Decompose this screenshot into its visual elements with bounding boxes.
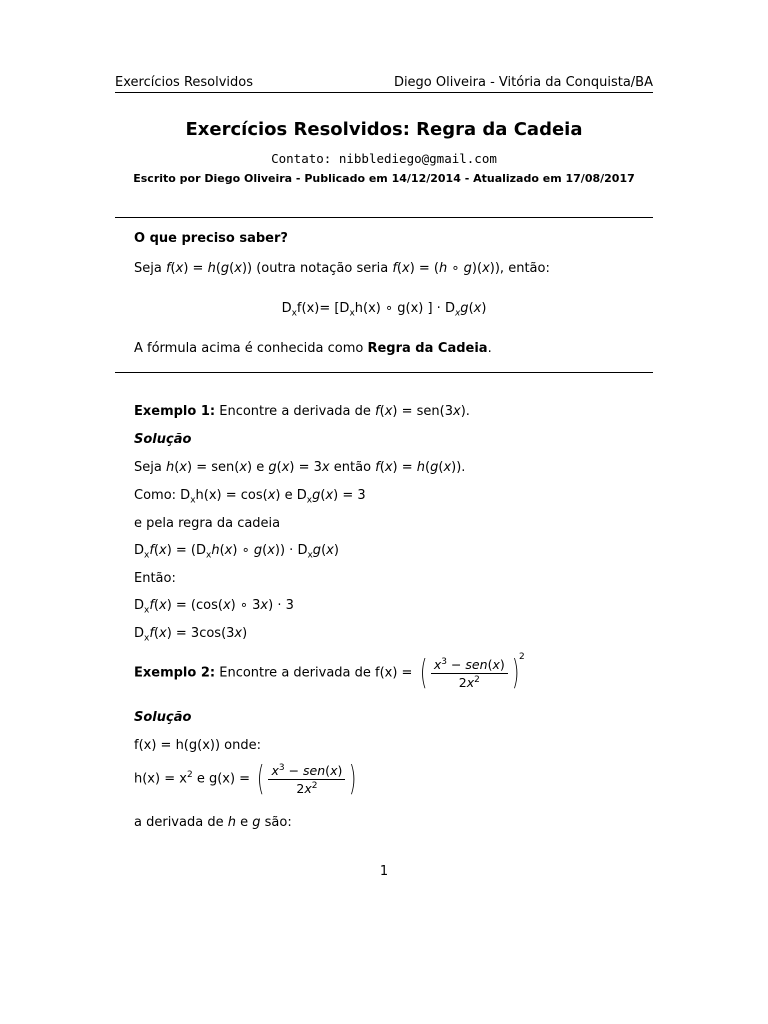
byline: Escrito por Diego Oliveira - Publicado em 14/12/2014 - Atualizado em 17/08/2017	[133, 172, 635, 185]
running-header-left: Exercícios Resolvidos	[115, 75, 254, 90]
example2-solution-label: Solução	[134, 710, 192, 725]
page-number: 1	[379, 864, 389, 879]
example1-line-result: $D_xf(x) = 3\cos(3x)$	[134, 626, 248, 644]
example2-line-onde: f(x) = h(g(x)) onde:	[134, 738, 261, 753]
intro-formula-note: A fórmula acima é conhecida como Regra da Cadeia.	[134, 341, 492, 356]
example1-line-chain: $D_xf(x) = (D_xh(x)$ ∘ $g(x)) \cdot D_xg(x)$	[134, 543, 339, 561]
document-title: Exercícios Resolvidos: Regra da Cadeia	[185, 119, 583, 140]
example1-line-entao: Então:	[134, 571, 176, 586]
intro-definition: Seja f(x) = h(g(x)) (outra notação seria f(x) = (h ∘ g)(x)), então:	[134, 261, 550, 276]
example1-solution-label: Solução	[134, 432, 192, 447]
intro-heading: O que preciso saber?	[134, 231, 288, 246]
example2-line-derivada: a derivada de h e g são:	[134, 815, 292, 830]
chain-rule-formula: $D_xf(x)= [D_xh(x)$ ∘ g(x) ] · $D_xg(x)$	[281, 301, 487, 319]
example1-line-como: Como: $D_xh(x) = \cos(x)$ e $D_xg(x) = 3$	[134, 488, 366, 506]
section-rule-top	[115, 217, 653, 218]
example1-line-step: $D_xf(x) = (\cos(x)$ ∘ 3x) · 3	[134, 598, 294, 616]
section-rule-bottom	[115, 372, 653, 373]
contact-line: Contato: nibblediego@gmail.com	[271, 151, 497, 166]
example1-line-seja: Seja h(x) = sen(x) e g(x) = 3x então f(x) = h(g(x)).	[134, 460, 466, 475]
example1-line-regra: e pela regra da cadeia	[134, 516, 281, 531]
example2-line-defs: $h(x) = x^2$ e g(x) = ( $\frac{x^3 - sen(x)}{2x^2}$ )	[134, 759, 357, 799]
running-header-right: Diego Oliveira - Vitória da Conquista/BA	[393, 75, 653, 90]
example1-statement: Exemplo 1: Encontre a derivada de f(x) = sen(3x).	[134, 404, 470, 419]
example2-statement: Exemplo 2: Encontre a derivada de f(x) = ( $\frac{x^3 - sen(x)}{2x^2}$ )2	[134, 652, 525, 693]
header-rule	[115, 92, 653, 93]
